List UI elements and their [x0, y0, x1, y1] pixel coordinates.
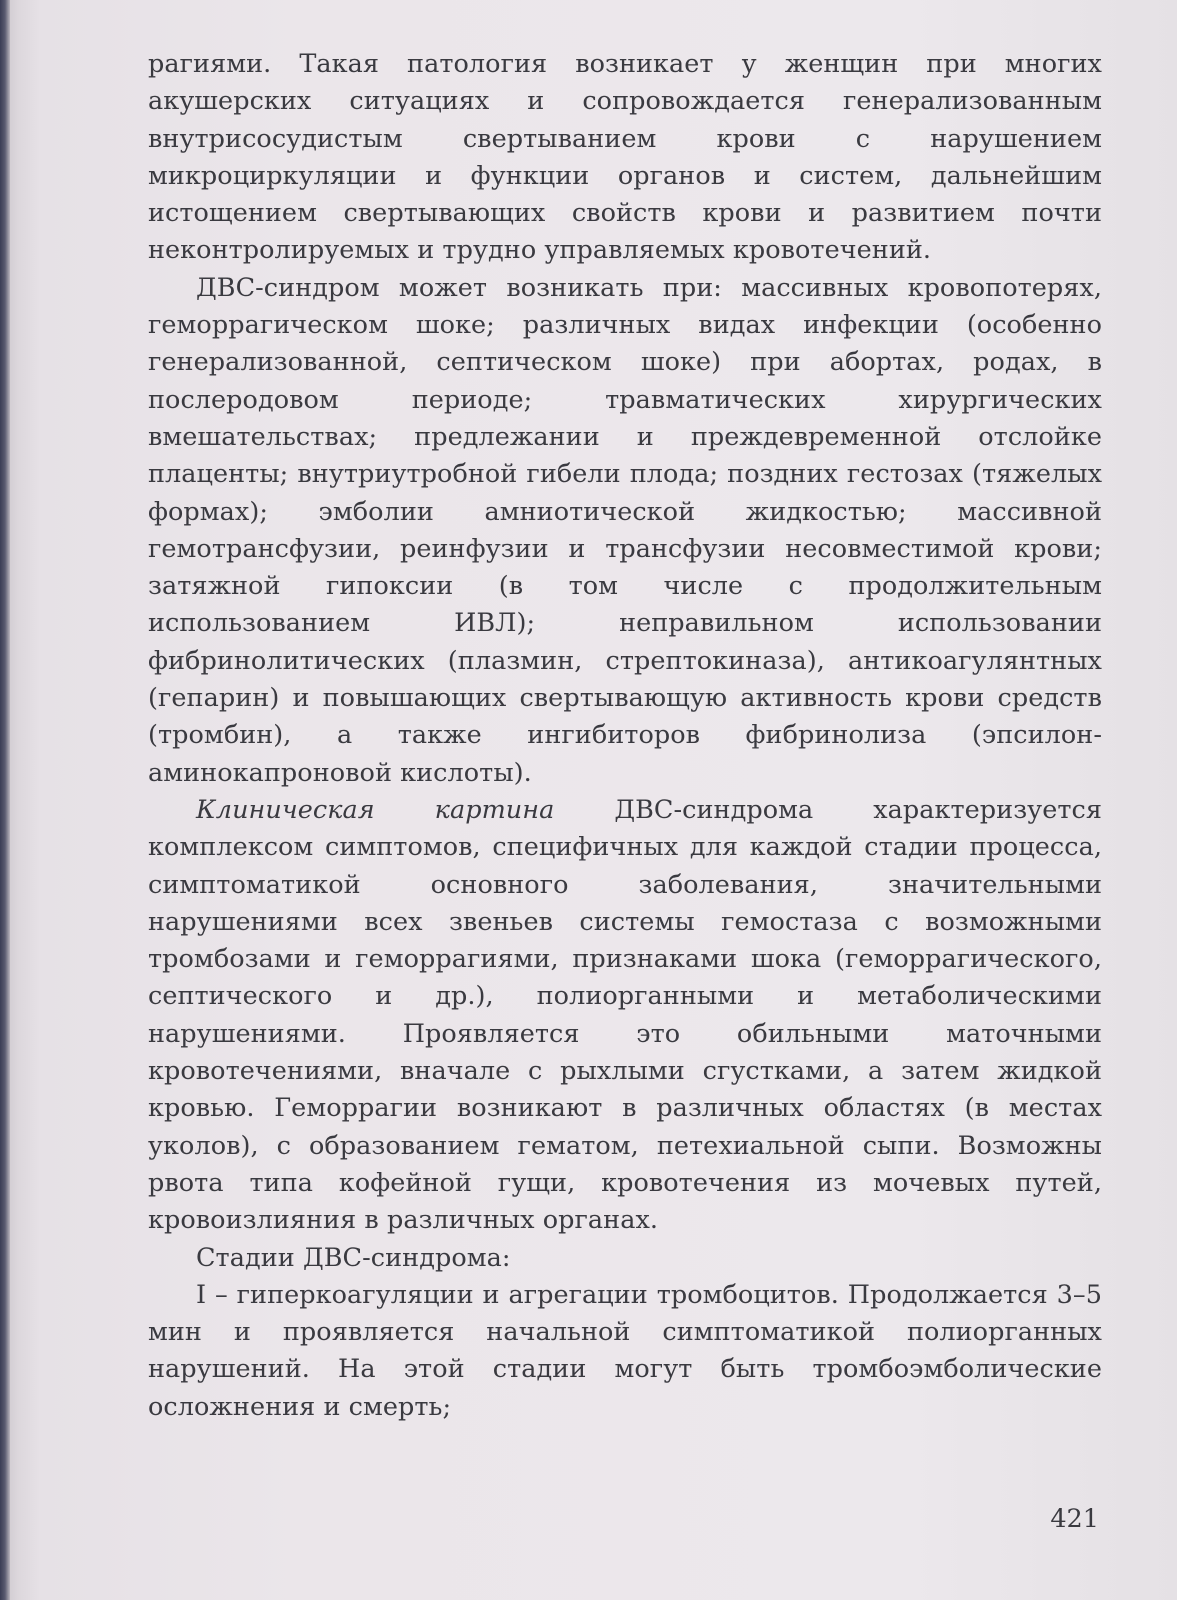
paragraph-hemorrhage-continuation: рагиями. Такая патология возникает у женщин при многих акушерских ситуациях и сопровождается генерализованным внутрисосудистым свертыванием крови с нарушением микроциркуляции и функции органов и систем, дальнейшим истощением свертывающих свойств крови и развитием почти неконтролируемых и трудно управляемых кровотечений.: [148, 49, 1102, 266]
clinical-picture-text: ДВС-синдрома характеризуется комплексом симптомов, специфичных для каждой стадии процесса, симптоматикой основного заболевания, значительными нарушениями всех звеньев системы гемостаза с возможными тромбозами и геморрагиями, признаками шока (геморрагического, септического и др.), полиорганными и метаболическими нарушениями. Проявляется это обильными маточными кровотечениями, вначале с рыхлыми сгустками, а затем жидкой кровью. Геморрагии возникают в различных областях (в местах уколов), с образованием гематом, петехиальной сыпи. Возможны рвота типа кофейной гущи, кровотечения из мочевых путей, кровоизлияния в различных органах.: [148, 794, 1102, 1236]
page-binding-edge: [0, 0, 10, 1600]
paragraph-clinical-picture: [148, 792, 1102, 1240]
page-number: 421: [1050, 1504, 1099, 1534]
body-text: [148, 46, 1102, 1426]
paragraph-stages-heading: Стадии ДВС-синдрома:: [196, 1242, 511, 1273]
paragraph-stage-one: I – гиперкоагуляции и агрегации тромбоцитов. Продолжается 3–5 мин и проявляется начальной симптоматикой полиорганных нарушений. На этой стадии могут быть тромбоэмболические осложнения и смерть;: [148, 1279, 1102, 1422]
clinical-picture-term: Клиническая картина: [196, 794, 555, 825]
paragraph-dic-causes: ДВС-синдром может возникать при: массивных кровопотерях, геморрагическом шоке; различных видах инфекции (особенно генерализованной, септическом шоке) при абортах, родах, в послеродовом периоде; травматических хирургических вмешательствах; предлежании и преждевременной отслойке плаценты; внутриутробной гибели плода; поздних гестозах (тяжелых формах); эмболии амниотической жидкостью; массивной гемотрансфузии, реинфузии и трансфузии несовместимой крови; затяжной гипоксии (в том числе с продолжительным использованием ИВЛ); неправильном использовании фибринолитических (плазмин, стрептокиназа), антикоагулянтных (гепарин) и повышающих свертывающую активность крови средств (тромбин), а также ингибиторов фибринолиза (эпсилон-аминокапроновой кислоты).: [148, 272, 1102, 788]
